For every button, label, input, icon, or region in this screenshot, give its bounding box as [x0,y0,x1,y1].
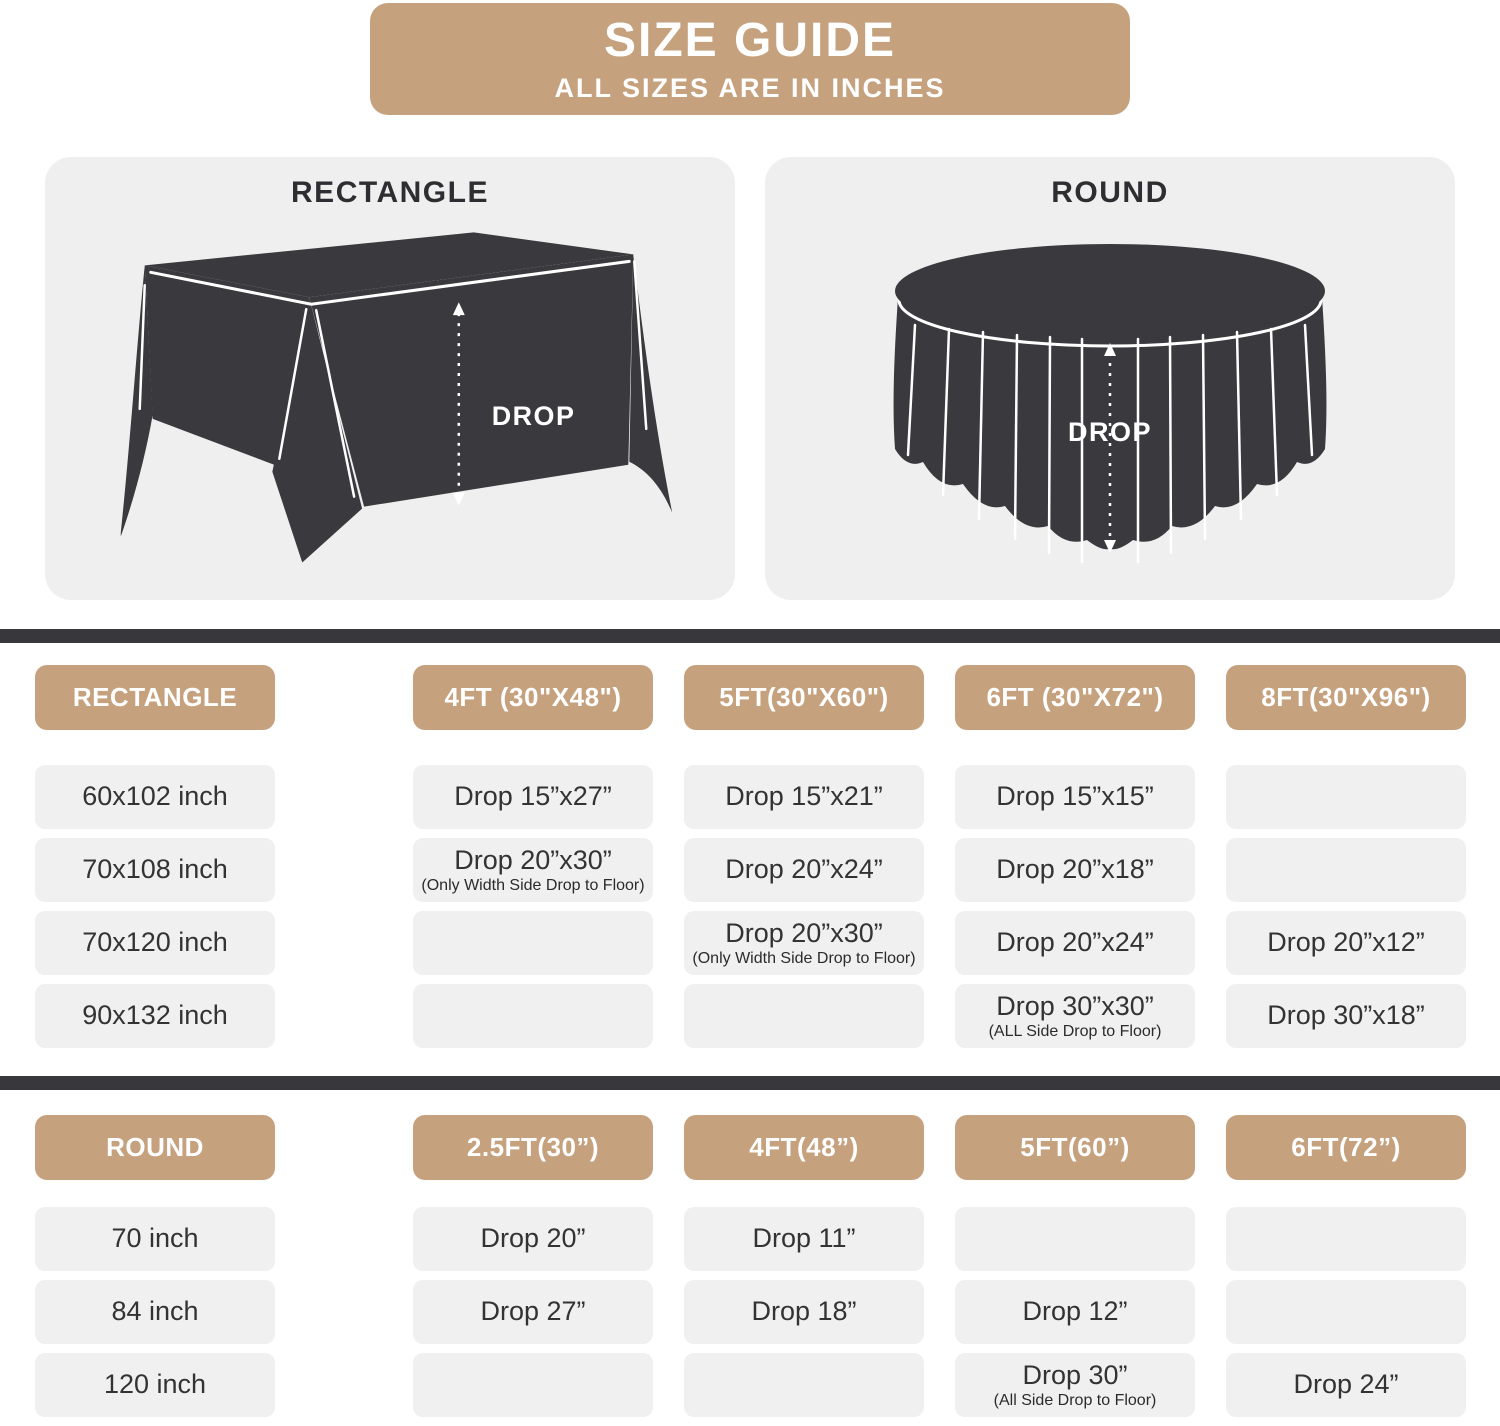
page-title: SIZE GUIDE [603,13,897,67]
row-label: 70x120 inch [35,911,275,975]
round-header-label: ROUND [35,1115,275,1180]
empty-cell [1226,765,1466,829]
drop-cell: Drop 15”x27” [413,765,653,829]
rect-table-row [0,911,1500,975]
rect-header-8ft: 8FT(30"X96") [1226,665,1466,730]
round-tablecloth-illustration [765,157,1455,600]
section-divider [0,629,1500,643]
round-table-header-row [0,1115,1500,1180]
empty-cell [413,984,653,1048]
page-subtitle: ALL SIZES ARE IN INCHES [554,72,946,103]
round-diagram-title: ROUND [1051,176,1169,209]
size-guide-title-box [370,3,1130,115]
empty-cell [1226,1280,1466,1344]
round-table-row [0,1353,1500,1417]
drop-cell: Drop 20”x24” [955,911,1195,975]
round-header-6ft: 6FT(72”) [1226,1115,1466,1180]
empty-cell [955,1207,1195,1271]
cloth-top-face [895,244,1325,338]
round-header-5ft: 5FT(60”) [955,1115,1195,1180]
rectangle-table-header-row [0,665,1500,730]
drop-cell: Drop 18” [684,1280,924,1344]
empty-cell [1226,1207,1466,1271]
drop-cell: Drop 30” (All Side Drop to Floor) [955,1353,1195,1417]
rectangle-drop-label: DROP [491,400,576,431]
empty-cell [413,911,653,975]
drop-cell: Drop 20”x12” [1226,911,1466,975]
rect-header-5ft: 5FT(30"X60") [684,665,924,730]
cloth-front-face [309,254,633,506]
drop-cell: Drop 20”x30” (Only Width Side Drop to Floor) [684,911,924,975]
round-table-row [0,1207,1500,1271]
round-table-row [0,1280,1500,1344]
empty-cell [684,1353,924,1417]
drop-cell: Drop 12” [955,1280,1195,1344]
drop-cell: Drop 20” [413,1207,653,1271]
drop-cell: Drop 27” [413,1280,653,1344]
rectangle-diagram-title: RECTANGLE [291,176,489,209]
round-diagram-panel [765,157,1455,600]
drop-cell: Drop 20”x30” (Only Width Side Drop to Floor) [413,838,653,902]
row-label: 70x108 inch [35,838,275,902]
rect-table-row [0,838,1500,902]
rect-header-4ft: 4FT (30"X48") [413,665,653,730]
round-header-2-5ft: 2.5FT(30”) [413,1115,653,1180]
drop-cell: Drop 24” [1226,1353,1466,1417]
drop-cell: Drop 20”x24” [684,838,924,902]
rect-header-6ft: 6FT (30"X72") [955,665,1195,730]
rect-table-row [0,765,1500,829]
empty-cell [413,1353,653,1417]
round-drop-label: DROP [1067,417,1153,447]
row-label: 60x102 inch [35,765,275,829]
empty-cell [1226,838,1466,902]
row-label: 84 inch [35,1280,275,1344]
rect-table-row [0,984,1500,1048]
diagram-panels [0,157,1500,600]
round-header-4ft: 4FT(48”) [684,1115,924,1180]
row-label: 90x132 inch [35,984,275,1048]
empty-cell [684,984,924,1048]
rectangle-diagram-panel [45,157,735,600]
rect-header-label: RECTANGLE [35,665,275,730]
row-label: 120 inch [35,1353,275,1417]
drop-cell: Drop 15”x15” [955,765,1195,829]
drop-cell: Drop 30”x18” [1226,984,1466,1048]
drop-cell: Drop 30”x30” (ALL Side Drop to Floor) [955,984,1195,1048]
drop-cell: Drop 20”x18” [955,838,1195,902]
rectangle-tablecloth-illustration [45,157,735,600]
drop-cell: Drop 11” [684,1207,924,1271]
drop-cell: Drop 15”x21” [684,765,924,829]
row-label: 70 inch [35,1207,275,1271]
section-divider [0,1076,1500,1090]
